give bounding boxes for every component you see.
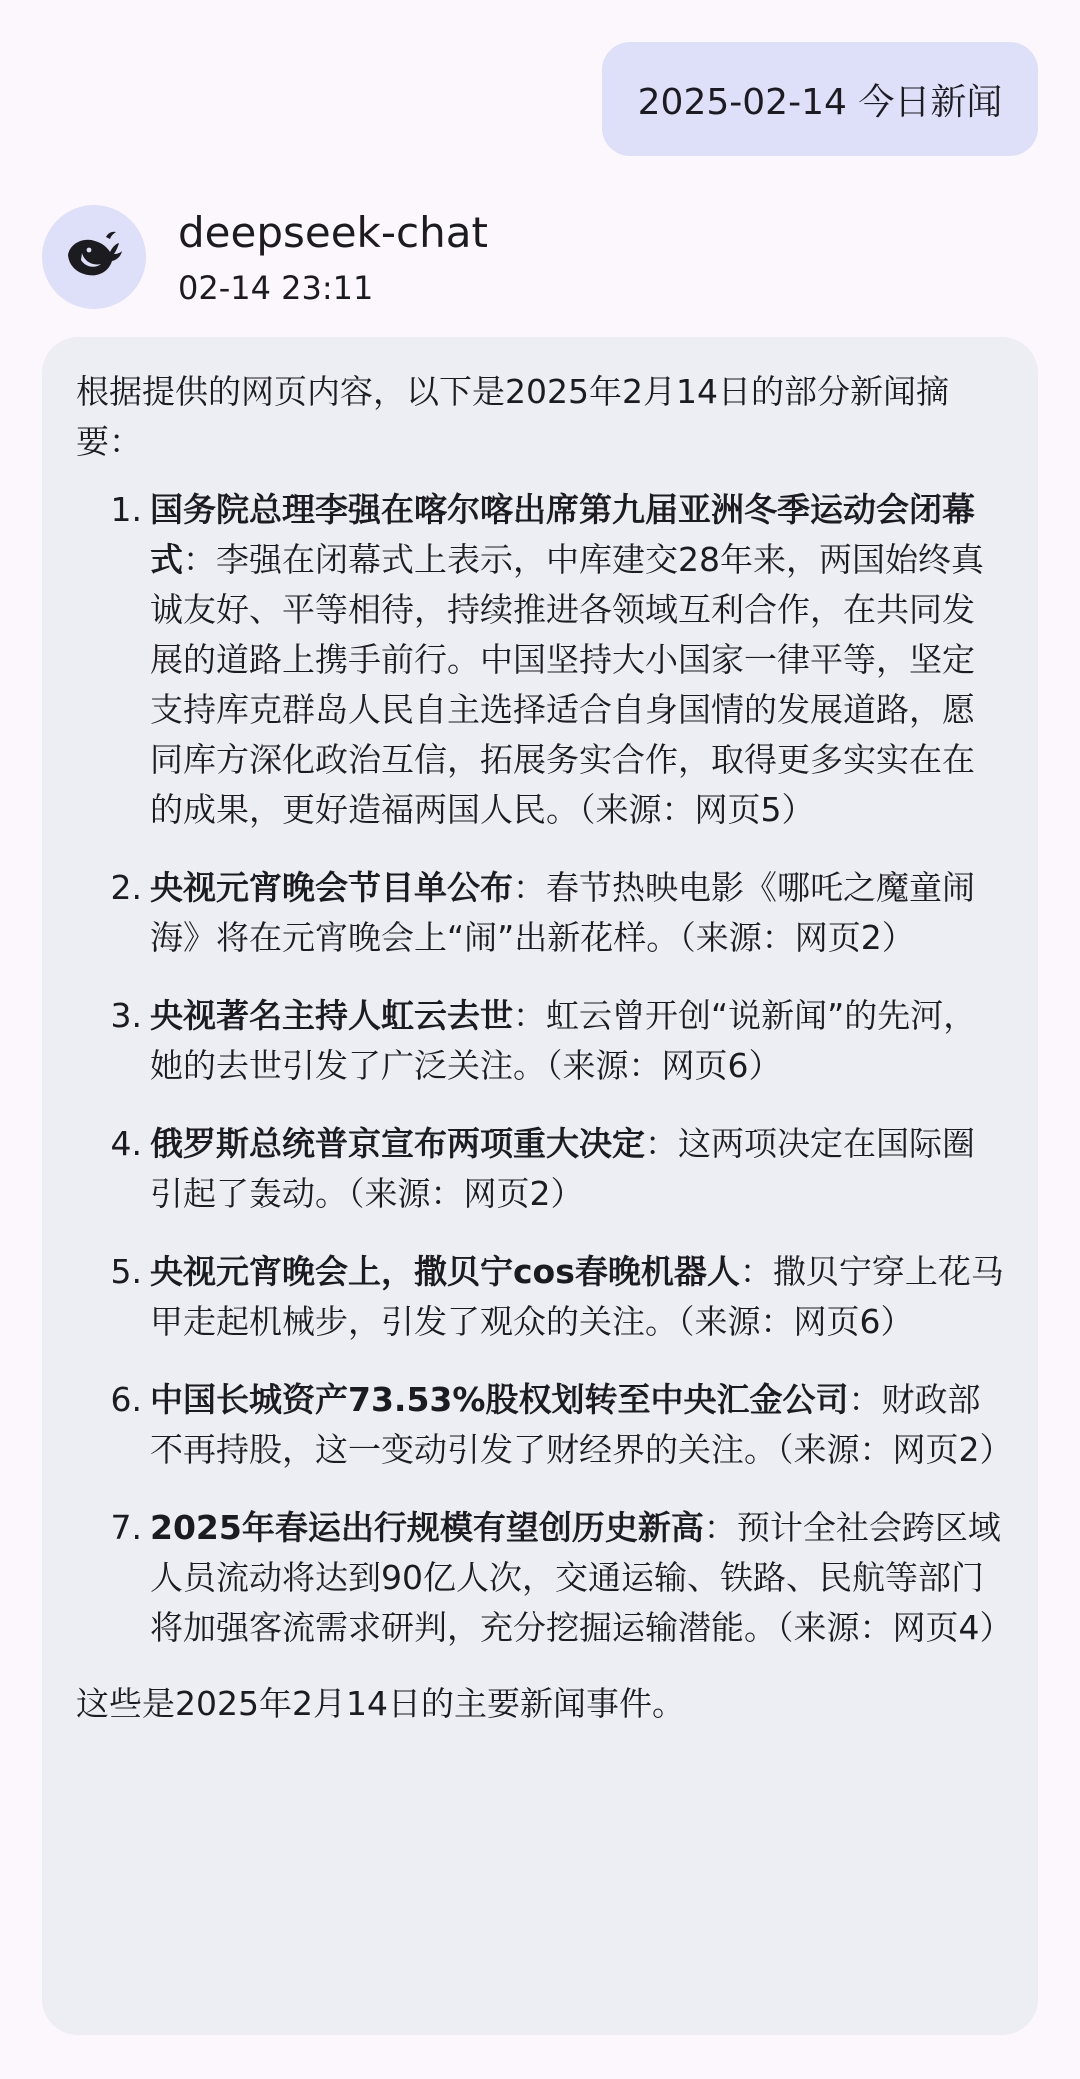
news-item xyxy=(76,1503,1013,1653)
news-item-body: ：李强在闭幕式上表示，中库建交28年来，两国始终真诚友好、平等相待，持续推进各领域互利合作，在共同发展的道路上携手前行。中国坚持大小国家一律平等，坚定支持库克群岛人民自主选择适合自身国情的发展道路，愿同库方深化政治互信，拓展务实合作，取得更多实实在在的成果，更好造福两国人民。（来源：网页5） xyxy=(150,540,984,829)
news-item-body: ：财政部不再持股，这一变动引发了财经界的关注。（来源：网页2） xyxy=(150,1380,1013,1469)
bot-header xyxy=(42,204,488,310)
news-item xyxy=(76,1247,1004,1347)
news-item-title: 央视著名主持人虹云去世 xyxy=(150,996,513,1035)
news-item-body: ：这两项决定在国际圈引起了轰动。（来源：网页2） xyxy=(150,1124,975,1213)
news-item-number: 6. xyxy=(110,1380,142,1419)
news-item-title: 央视元宵晚会节目单公布 xyxy=(150,868,513,907)
news-item-title: 国务院总理李强在喀尔喀出席第九届亚洲冬季运动会闭幕式 xyxy=(150,490,975,579)
deepseek-whale-icon xyxy=(62,225,126,289)
news-item-body: ：撒贝宁穿上花马甲走起机械步，引发了观众的关注。（来源：网页6） xyxy=(150,1252,1004,1341)
news-list xyxy=(76,485,1013,1653)
news-item xyxy=(76,1375,1013,1475)
user-message-text: 2025-02-14 今日新闻 xyxy=(637,81,1003,123)
message-timestamp: 02-14 23:11 xyxy=(178,269,374,307)
answer-intro: 根据提供的网页内容，以下是2025年2月14日的部分新闻摘要： xyxy=(76,372,949,461)
news-item xyxy=(76,485,1004,835)
news-item-number: 7. xyxy=(110,1508,142,1547)
bot-avatar[interactable] xyxy=(42,205,146,309)
news-item-body: ：预计全社会跨区域人员流动将达到90亿人次，交通运输、铁路、民航等部门将加强客流需求研判，充分挖掘运输潜能。（来源：网页4） xyxy=(150,1508,1013,1647)
news-item xyxy=(76,1119,1004,1219)
news-item-title: 央视元宵晚会上，撒贝宁cos春晚机器人 xyxy=(150,1252,740,1291)
news-item-number: 3. xyxy=(110,996,142,1035)
news-item-number: 1. xyxy=(110,490,142,529)
news-item-number: 5. xyxy=(110,1252,142,1291)
news-item-title: 俄罗斯总统普京宣布两项重大决定 xyxy=(150,1124,645,1163)
news-item-body: ：虹云曾开创“说新闻”的先河，她的去世引发了广泛关注。（来源：网页6） xyxy=(150,996,977,1085)
bot-answer-card[interactable] xyxy=(42,337,1038,2035)
news-item-number: 2. xyxy=(110,868,142,907)
bot-name: deepseek-chat xyxy=(178,208,488,257)
news-item-number: 4. xyxy=(110,1124,142,1163)
answer-outro: 这些是2025年2月14日的主要新闻事件。 xyxy=(76,1684,685,1723)
user-message-bubble[interactable] xyxy=(602,42,1038,156)
news-item-body: ：春节热映电影《哪吒之魔童闹海》将在元宵晚会上“闹”出新花样。（来源：网页2） xyxy=(150,868,975,957)
news-item-title: 2025年春运出行规模有望创历史新高 xyxy=(150,1508,704,1547)
news-item-title: 中国长城资产73.53%股权划转至中央汇金公司 xyxy=(150,1380,849,1419)
news-item xyxy=(76,991,1004,1091)
news-item xyxy=(76,863,1004,963)
